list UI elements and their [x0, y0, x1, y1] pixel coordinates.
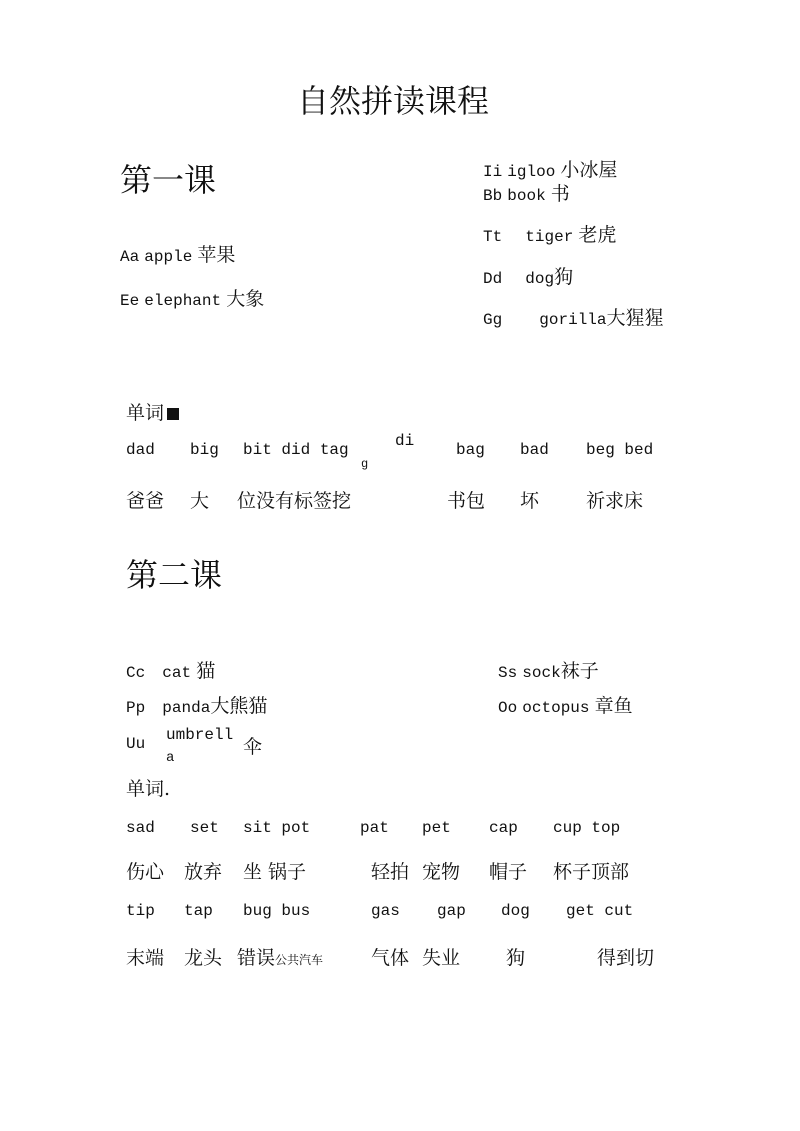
lesson2-meaning: 帽子: [489, 861, 528, 883]
lesson2-letter-oo: [498, 691, 633, 718]
lesson1-word: bad: [520, 441, 549, 459]
letter-word: book: [507, 187, 546, 205]
lesson1-meaning: 祈求床: [586, 490, 644, 512]
lesson2-meaning: 轻拍: [371, 861, 410, 883]
letter-meaning: 苹果: [197, 244, 236, 266]
lesson2-meaning: 伤心: [126, 861, 165, 883]
page-title: 自然拼读课程: [297, 82, 490, 120]
lesson1-letter-aa: [120, 240, 235, 267]
lesson2-letter-word-umbrella: umbrell: [166, 726, 234, 744]
letter-code: Pp: [126, 699, 146, 717]
letter-meaning: 袜子: [560, 660, 599, 682]
letter-word: gorilla: [539, 311, 607, 329]
lesson2-meaning: 狗: [506, 947, 526, 969]
letter-meaning: 大熊猫: [210, 695, 268, 717]
lesson1-meaning: 大: [190, 490, 210, 512]
letter-word: panda: [162, 699, 211, 717]
letter-word: cat: [162, 664, 192, 682]
letter-meaning: 大象: [226, 288, 265, 310]
lesson1-letter-ii: [483, 155, 617, 182]
lesson1-meaning: 位没有标签挖: [237, 490, 352, 512]
lesson2-meaning: 得到切: [597, 947, 655, 969]
lesson1-word: g: [361, 457, 369, 471]
lesson2-heading: 第二课: [126, 556, 223, 594]
letter-meaning: 大猩猩: [606, 307, 664, 329]
lesson2-word: pet: [422, 819, 451, 837]
lesson2-letter-cc: [126, 656, 215, 683]
lesson2-word: sit pot: [243, 819, 311, 837]
lesson2-word: tap: [184, 902, 213, 920]
lesson1-letter-bb: [483, 179, 570, 206]
letter-word: igloo: [507, 163, 556, 181]
lesson1-word: bag: [456, 441, 485, 459]
square-bullet-icon: [167, 408, 179, 420]
lesson2-meaning: 龙头: [184, 947, 223, 969]
lesson1-letter-gg: [483, 303, 664, 330]
lesson2-word: gap: [437, 902, 466, 920]
lesson2-meaning-small: 公共汽车: [275, 953, 324, 967]
letter-code: Bb: [483, 187, 503, 205]
letter-meaning: 章鱼: [594, 695, 633, 717]
letter-code: Gg: [483, 311, 503, 329]
lesson1-letter-tt: [483, 220, 616, 247]
lesson2-letter-pp: [126, 691, 267, 718]
letter-code: Tt: [483, 228, 503, 246]
lesson2-word: bug bus: [243, 902, 311, 920]
lesson1-word: big: [190, 441, 219, 459]
lesson2-meaning: 气体: [371, 947, 410, 969]
lesson2-word: sad: [126, 819, 155, 837]
letter-word: sock: [522, 664, 561, 682]
lesson2-meaning: 失业: [422, 947, 461, 969]
lesson2-letter-word-wrap: a: [166, 750, 175, 766]
letter-code: Cc: [126, 664, 146, 682]
lesson1-letter-dd: [483, 262, 573, 289]
letter-word: apple: [144, 248, 193, 266]
letter-word: tiger: [525, 228, 574, 246]
letter-meaning: 狗: [554, 266, 574, 288]
lesson2-letter-meaning-umbrella: 伞: [243, 736, 263, 758]
letter-code: Ii: [483, 163, 503, 181]
lesson1-word: bit did tag: [243, 441, 349, 459]
letter-word: dog: [525, 270, 555, 288]
letter-meaning: 猫: [196, 660, 216, 682]
lesson2-word: cup top: [553, 819, 621, 837]
letter-code: Aa: [120, 248, 140, 266]
lesson1-meaning: 坏: [520, 490, 540, 512]
letter-code: Dd: [483, 270, 503, 288]
lesson2-word: pat: [360, 819, 389, 837]
lesson1-meaning: 爸爸: [126, 490, 165, 512]
words-label-text: 单词: [126, 402, 165, 424]
letter-code: Oo: [498, 699, 518, 717]
lesson2-meaning: 错误: [237, 947, 276, 969]
letter-meaning: 书: [550, 183, 570, 205]
lesson1-heading: 第一课: [120, 161, 217, 199]
letter-meaning: 小冰屋: [560, 159, 618, 181]
lesson2-word: cap: [489, 819, 518, 837]
lesson1-word: beg bed: [586, 441, 654, 459]
lesson2-word: set: [190, 819, 219, 837]
lesson2-meaning: 宠物: [422, 861, 461, 883]
lesson2-meaning: 放弃: [184, 861, 223, 883]
lesson2-meaning: 末端: [126, 947, 165, 969]
lesson1-letter-ee: [120, 284, 264, 311]
lesson2-meaning: 坐 锅子: [243, 861, 307, 883]
letter-word: octopus: [522, 699, 590, 717]
lesson2-word: dog: [501, 902, 530, 920]
letter-code: Ss: [498, 664, 518, 682]
letter-meaning: 老虎: [578, 224, 617, 246]
lesson1-meaning: 书包: [447, 490, 486, 512]
lesson2-word: tip: [126, 902, 155, 920]
lesson2-meaning: 杯子顶部: [553, 861, 630, 883]
letter-code: Ee: [120, 292, 140, 310]
lesson2-word: get cut: [566, 902, 634, 920]
lesson1-words-label: [126, 398, 179, 425]
lesson1-word: dad: [126, 441, 155, 459]
lesson2-word: gas: [371, 902, 400, 920]
lesson2-letter-code-uu: Uu: [126, 735, 146, 753]
lesson2-words-label: 单词.: [126, 778, 171, 800]
lesson2-letter-ss: [498, 656, 599, 683]
letter-word: elephant: [144, 292, 222, 310]
lesson1-word: di: [395, 432, 415, 450]
